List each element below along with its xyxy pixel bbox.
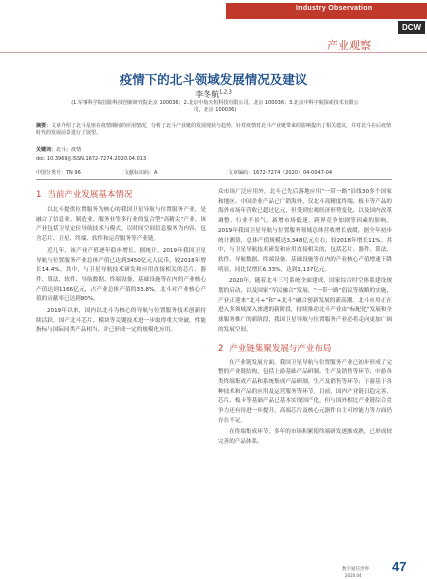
abstract-label: 摘要： (36, 123, 52, 129)
keywords-text: 北斗；疫情 (56, 147, 82, 153)
section-heading (218, 342, 392, 354)
paragraph: 2019年以来，国内以北斗为核心的导航与位置服务技术创新持续活跃。国产北斗芯片、模块等关键技术进一步取得重大突破，性能指标与国际同类产品相当，并已形成一定的规模化应用。 (36, 308, 206, 334)
paragraph: 众市场广泛应用外，北斗已先后落地应用“一带一路”沿线30多个国家和地区。中国企业产品已广销海外，仅北斗高精度终端、板卡等产品的海外市场年营收已超过亿元，但受到宏观经济形势变化、以及国内改革调整、行业不景气、新增市场低迷，跨界竞争加剧等因素的影响。2019年我国卫星导航与位置服务领域总体营收增长放缓，据全年初步统计测算，总体产值规模达3,348亿元左右，较2018年增长11%。其中，与卫星导航技术研发和应用直接相关的，包括芯片、器件、算法、软件、导航数据、终端设备、基础设施等在内的产业核心产值增速下降明显，同比仅增长6.33%，达到1,137亿元。 (218, 189, 392, 273)
document-code: 文献标识码：A (124, 170, 158, 176)
page-number: 47 (392, 559, 407, 574)
section-number: 2 (218, 343, 224, 354)
paragraph: 近几年，该产业产值逐年稳步增长。据统计，2019年我国卫星导航与位置服务产业总体产值已达到3450亿元人民币，较2018年增长14.4%。其中，与卫星导航技术研发和应用直接相关的芯片、器件、算法、软件、导航数据、终端设备、基础设施等在内的产业核心产值达到1166亿元，占产业总体产值的33.8%。北斗对产业核心产值的贡献率已达到80%。 (36, 247, 206, 303)
keywords-label: 关键词： (36, 147, 57, 153)
journal-brand: 数字通信世界 (342, 567, 369, 572)
author-line (0, 89, 427, 100)
header-divider (0, 52, 427, 53)
issue-number: 2020.04 (345, 573, 362, 578)
section-title: 产业观察 (327, 39, 371, 52)
author-sup: 1,2,3 (219, 89, 232, 96)
section-heading-text: 当前产业发展基本情况 (47, 190, 133, 200)
left-column (36, 188, 206, 336)
right-column (218, 188, 392, 448)
affiliations: (1.军事科学院国防科技创新研究院北京 100036；2.北京中航天恒科技有限公司，北京 100036；3.北京中科宇航探索技术有限公司，北京 100036) (71, 100, 359, 113)
author-name: 李冬航 (195, 90, 220, 99)
clc-number: 中图分类号：TN 96 (36, 170, 81, 176)
article-title: 疫情下的北斗领域发展情况及建议 (119, 72, 308, 87)
section-heading (36, 188, 206, 200)
paragraph: 在终端集成环节，多年的市场积累使终端研发逐渐成熟，已形成较完善的产品体系。 (218, 429, 392, 446)
keywords (36, 146, 81, 153)
section-heading-text: 产业链集聚发展与产业布局 (229, 343, 332, 354)
abstract (36, 123, 392, 138)
section-number: 1 (36, 190, 42, 200)
paragraph: 以北斗提供位置服务为核心的我国卫星导航与位置服务产业，是融合了信息业、制造业、服务业等多行业的复合型“高精尖”产业。该产业包括卫星定位导航技术与模式、以时间空间信息服务为内容，包含芯片、卫星、终端、软件和运营服务等产业链。 (36, 207, 206, 243)
doi: doi: 10.3969/J.ISSN.1672-7274.2020.04.013 (36, 156, 147, 162)
column-label: Industry Observation (296, 5, 373, 12)
abstract-text: 文章介绍了北斗星座在疫情期间的应用情况，分析了北斗产业链的发展现状与趋势，针对疫情对北斗产业链带来的影响提出了相关建议，并对北斗在后疫情时代的发展前景进行了展望。 (36, 123, 392, 137)
meta-divider (36, 179, 392, 180)
article-number: 文章编码：1672-7274（2020）04-0047-04 (228, 170, 333, 176)
paragraph: 2020年，随着北斗三号系统全面建成，国家综合时空体系建设规划的启动，以及国家“军民融合”发展、“一带一路”倡议等战略的实施，产业正迎来“北斗+”和“+北斗”融合创新发展的新高潮。北斗应用正在进入多领域深入渗透的新阶段，持续推动北斗产业由“标配化”发展和全球服务推广的新阶段，我国卫星导航与位置服务产业必将走向更加广阔的发展空间。 (218, 278, 392, 333)
paragraph: 在产业链发展方面，我国卫星导航与位置服务产业已初步形成了完整的产业链结构，包括上游基础产品研制、生产及销售等环节；中游各类终端集成产品和系统集成产品研制、生产及销售等环节；下游基于各种技术和产品的应用及运营服务等环节。目前，国内产业链日趋完善，芯片、板卡等基础产品已基本实现国产化。但与国外相比产业链综合竞争力还有待进一步提升，高端芯片及核心元器件自主可控能力等方面仍存在不足。 (218, 359, 392, 424)
journal-code-badge: DCW (398, 21, 425, 34)
